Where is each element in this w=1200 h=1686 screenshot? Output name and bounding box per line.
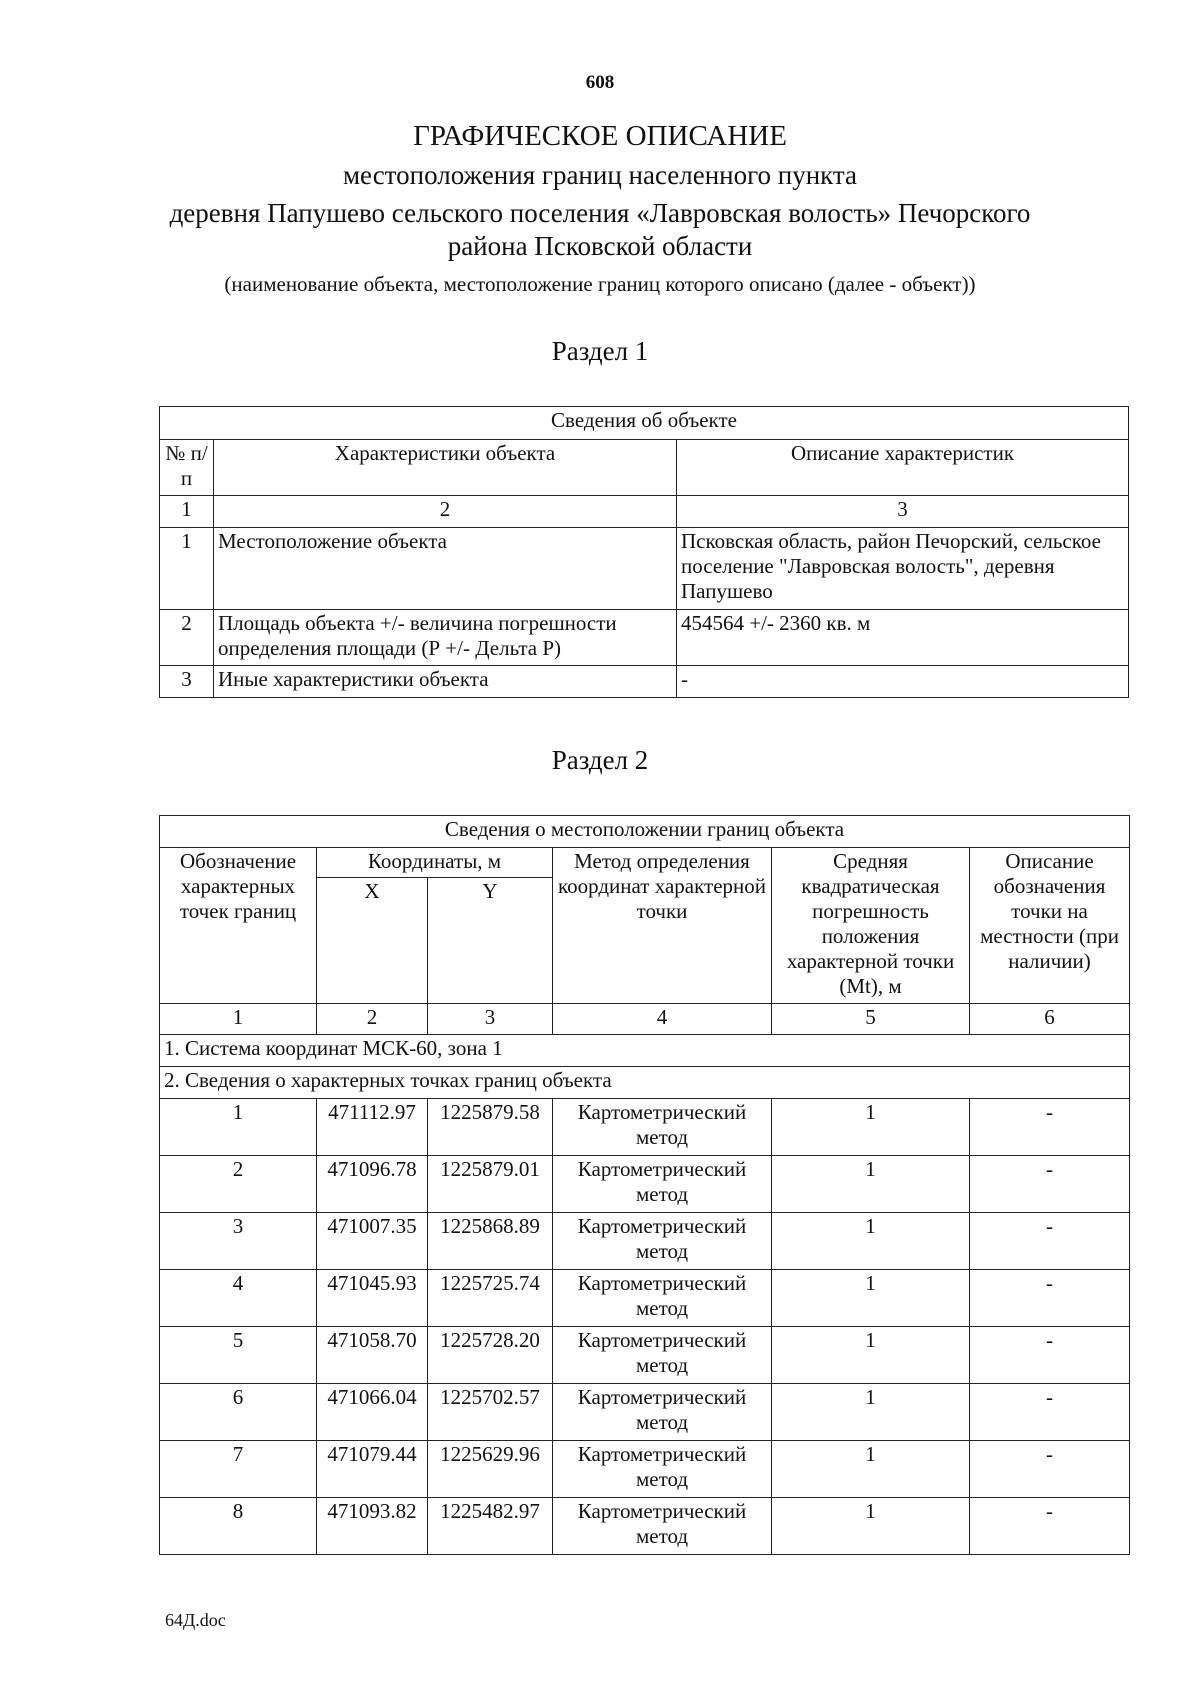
table-row — [160, 1498, 1130, 1555]
point-mt: 1 — [772, 1384, 970, 1441]
table-row — [160, 1099, 1130, 1156]
boundary-points-table — [159, 815, 1130, 1555]
point-description: - — [970, 1441, 1130, 1498]
header-number: № п/п — [160, 440, 214, 496]
page-number: 608 — [585, 72, 615, 93]
point-method: Картометрический метод — [553, 1270, 772, 1327]
subtitle-line-2: деревня Папушево сельского поселения «Лавровская волость» Печорского — [169, 198, 1031, 228]
point-x: 471066.04 — [317, 1384, 428, 1441]
point-number: 1 — [160, 1099, 317, 1156]
section-1-title: Раздел 1 — [551, 336, 649, 366]
point-mt: 1 — [772, 1441, 970, 1498]
point-y: 1225725.74 — [428, 1270, 553, 1327]
point-y: 1225879.58 — [428, 1099, 553, 1156]
row-number: 3 — [160, 666, 214, 698]
table-row — [160, 1156, 1130, 1213]
table-row — [160, 666, 1129, 698]
col-number-2: 2 — [214, 496, 677, 528]
header-description: Описание обозначения точки на местности (при наличии) — [970, 848, 1130, 1004]
col-number-6: 6 — [970, 1004, 1130, 1035]
header-method: Метод определения координат характерной точки — [553, 848, 772, 1004]
point-x: 471079.44 — [317, 1441, 428, 1498]
point-mt: 1 — [772, 1270, 970, 1327]
point-method: Картометрический метод — [553, 1213, 772, 1270]
point-number: 3 — [160, 1213, 317, 1270]
row-value: - — [677, 666, 1129, 698]
coordinate-system: 1. Система координат МСК-60, зона 1 — [160, 1035, 1130, 1067]
table-title: Сведения о местоположении границ объекта — [160, 816, 1130, 848]
point-mt: 1 — [772, 1498, 970, 1555]
col-number-5: 5 — [772, 1004, 970, 1035]
col-number-3: 3 — [428, 1004, 553, 1035]
point-method: Картометрический метод — [553, 1384, 772, 1441]
point-number: 8 — [160, 1498, 317, 1555]
point-description: - — [970, 1384, 1130, 1441]
point-y: 1225868.89 — [428, 1213, 553, 1270]
col-number-1: 1 — [160, 1004, 317, 1035]
point-x: 471058.70 — [317, 1327, 428, 1384]
point-mt: 1 — [772, 1213, 970, 1270]
col-number-3: 3 — [677, 496, 1129, 528]
point-y: 1225879.01 — [428, 1156, 553, 1213]
point-mt: 1 — [772, 1156, 970, 1213]
point-description: - — [970, 1498, 1130, 1555]
col-number-2: 2 — [317, 1004, 428, 1035]
header-y: Y — [428, 878, 553, 1004]
row-characteristic: Площадь объекта +/- величина погрешности определения площади (Р +/- Дельта Р) — [214, 610, 677, 666]
point-mt: 1 — [772, 1099, 970, 1156]
point-y: 1225702.57 — [428, 1384, 553, 1441]
points-caption: 2. Сведения о характерных точках границ объекта — [160, 1067, 1130, 1099]
point-description: - — [970, 1156, 1130, 1213]
row-characteristic: Иные характеристики объекта — [214, 666, 677, 698]
point-y: 1225482.97 — [428, 1498, 553, 1555]
document-title: ГРАФИЧЕСКОЕ ОПИСАНИЕ — [413, 120, 787, 152]
point-description: - — [970, 1213, 1130, 1270]
point-number: 4 — [160, 1270, 317, 1327]
file-name: 64Д.doc — [165, 1610, 226, 1630]
point-method: Картометрический метод — [553, 1441, 772, 1498]
header-x: X — [317, 878, 428, 1004]
header-coordinates: Координаты, м — [317, 848, 553, 878]
row-value: 454564 +/- 2360 кв. м — [677, 610, 1129, 666]
object-info-table — [159, 406, 1129, 698]
point-description: - — [970, 1270, 1130, 1327]
row-value: Псковская область, район Печорский, сельское поселение "Лавровская волость", деревня Папушево — [677, 528, 1129, 610]
point-x: 471096.78 — [317, 1156, 428, 1213]
subtitle-line-3: района Псковской области — [447, 231, 753, 261]
section-2-title: Раздел 2 — [551, 745, 649, 775]
object-note: (наименование объекта, местоположение границ которого описано (далее - объект)) — [224, 272, 976, 296]
point-description: - — [970, 1099, 1130, 1156]
row-number: 1 — [160, 528, 214, 610]
table-row — [160, 1384, 1130, 1441]
point-number: 2 — [160, 1156, 317, 1213]
point-description: - — [970, 1327, 1130, 1384]
point-number: 7 — [160, 1441, 317, 1498]
table-row — [160, 1327, 1130, 1384]
point-method: Картометрический метод — [553, 1099, 772, 1156]
point-y: 1225629.96 — [428, 1441, 553, 1498]
header-points: Обозначение характерных точек границ — [160, 848, 317, 1004]
table-row — [160, 1213, 1130, 1270]
table-row — [160, 1441, 1130, 1498]
header-error: Средняя квадратическая погрешность положения характерной точки (Mt), м — [772, 848, 970, 1004]
header-description: Описание характеристик — [677, 440, 1129, 496]
col-number-4: 4 — [553, 1004, 772, 1035]
table-title: Сведения об объекте — [160, 407, 1129, 440]
table-row — [160, 528, 1129, 610]
point-method: Картометрический метод — [553, 1327, 772, 1384]
point-y: 1225728.20 — [428, 1327, 553, 1384]
point-x: 471112.97 — [317, 1099, 428, 1156]
point-method: Картометрический метод — [553, 1156, 772, 1213]
row-number: 2 — [160, 610, 214, 666]
header-characteristics: Характеристики объекта — [214, 440, 677, 496]
subtitle-line-1: местоположения границ населенного пункта — [342, 160, 858, 190]
table-row — [160, 610, 1129, 666]
point-x: 471007.35 — [317, 1213, 428, 1270]
point-method: Картометрический метод — [553, 1498, 772, 1555]
point-number: 5 — [160, 1327, 317, 1384]
point-x: 471093.82 — [317, 1498, 428, 1555]
point-mt: 1 — [772, 1327, 970, 1384]
row-characteristic: Местоположение объекта — [214, 528, 677, 610]
point-number: 6 — [160, 1384, 317, 1441]
col-number-1: 1 — [160, 496, 214, 528]
table-row — [160, 1270, 1130, 1327]
point-x: 471045.93 — [317, 1270, 428, 1327]
